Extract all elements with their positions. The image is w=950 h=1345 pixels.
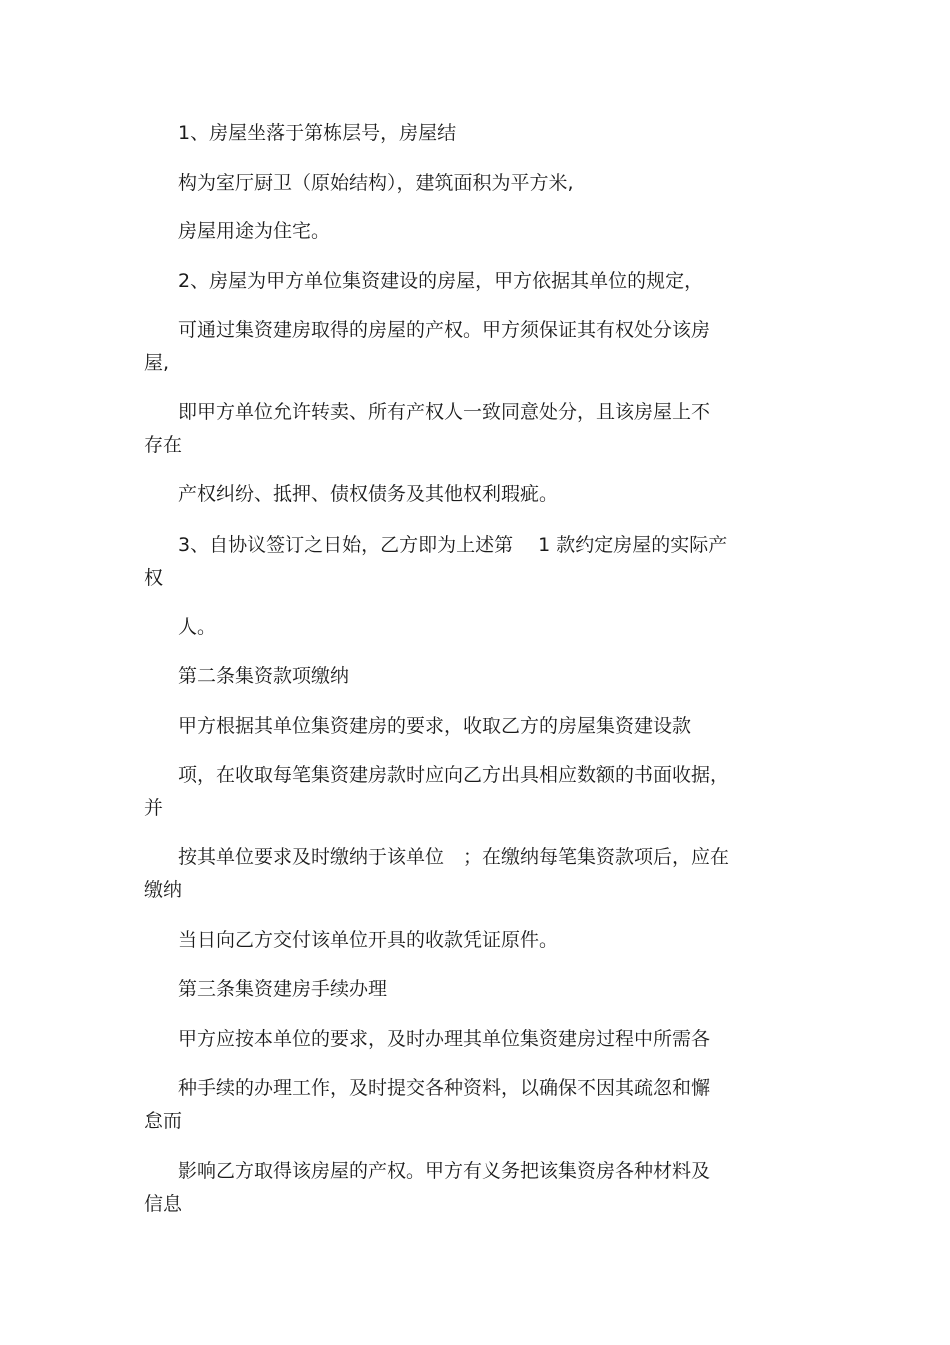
text-line: 存在: [144, 434, 183, 456]
text-line: 怠而: [144, 1110, 183, 1132]
text-line: 房屋用途为住宅。: [178, 220, 331, 242]
text-line: 3、自协议签订之日始，乙方即为上述第 1 款约定房屋的实际产: [178, 534, 728, 556]
text-line: 即甲方单位允许转卖、所有产权人一致同意处分，且该房屋上不: [178, 401, 711, 423]
text-line: 构为室厅厨卫（原始结构），建筑面积为平方米,: [178, 172, 574, 194]
text-line: 信息: [144, 1193, 183, 1215]
text-line: 种手续的办理工作，及时提交各种资料，以确保不因其疏忽和懈: [178, 1077, 711, 1099]
text-line: 屋,: [144, 352, 170, 374]
section-heading: 第三条集资建房手续办理: [178, 978, 388, 1000]
text-line: 2、房屋为甲方单位集资建设的房屋，甲方依据其单位的规定，: [178, 270, 704, 292]
text-line: 按其单位要求及时缴纳于该单位 ；在缴纳每笔集资款项后，应在: [178, 846, 730, 868]
text-line: 人。: [178, 616, 217, 638]
text-line: 1、房屋坐落于第栋层号，房屋结: [178, 122, 457, 144]
text-line: 影响乙方取得该房屋的产权。甲方有义务把该集资房各种材料及: [178, 1160, 711, 1182]
text-line: 可通过集资建房取得的房屋的产权。甲方须保证其有权处分该房: [178, 319, 711, 341]
text-line: 甲方应按本单位的要求，及时办理其单位集资建房过程中所需各: [178, 1028, 711, 1050]
section-heading: 第二条集资款项缴纳: [178, 665, 350, 687]
text-line: 当日向乙方交付该单位开具的收款凭证原件。: [178, 929, 559, 951]
text-line: 甲方根据其单位集资建房的要求，收取乙方的房屋集资建设款: [178, 715, 692, 737]
text-line: 权: [144, 567, 164, 589]
text-line: 并: [144, 797, 164, 819]
text-line: 产权纠纷、抵押、债权债务及其他权利瑕疵。: [178, 483, 559, 505]
text-line: 项，在收取每笔集资建房款时应向乙方出具相应数额的书面收据，: [178, 764, 730, 786]
text-line: 缴纳: [144, 879, 183, 901]
